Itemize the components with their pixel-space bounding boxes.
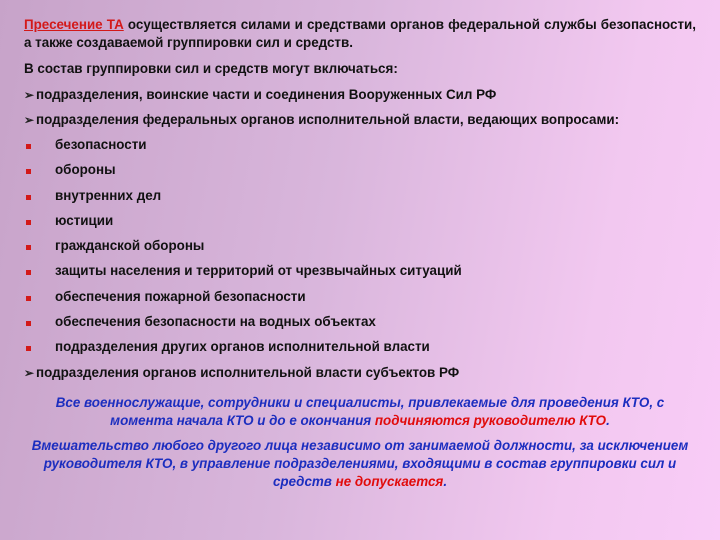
list-item — [24, 288, 696, 306]
square-bullet-icon — [26, 144, 31, 149]
list-item-text: защиты населения и территорий от чрезвычайных ситуаций — [55, 263, 462, 279]
list-item — [24, 161, 696, 179]
list-item — [24, 212, 696, 230]
notes — [24, 394, 696, 491]
list-item-text: обороны — [55, 162, 116, 178]
arrow-bullet-icon: ➢ — [24, 365, 35, 380]
square-bullet-icon — [26, 296, 31, 301]
arrow-bullet-icon: ➢ — [24, 113, 35, 127]
square-bullet-icon — [26, 346, 31, 351]
bullet-list — [24, 136, 696, 356]
arrow-item — [24, 86, 696, 104]
composition-heading: В состав группировки сил и средств могут включаться: — [24, 61, 398, 76]
arrow-item-text: подразделения органов исполнительной власти субъектов РФ — [36, 364, 460, 380]
arrow-item-text: подразделения, воинские части и соединения Вооруженных Сил РФ — [36, 87, 497, 102]
list-item — [24, 313, 696, 331]
square-bullet-icon — [26, 195, 31, 200]
list-item-text: гражданской обороны — [55, 238, 205, 254]
arrow-bullet-icon: ➢ — [24, 88, 35, 102]
list-item-text: юстиции — [55, 212, 114, 228]
square-bullet-icon — [26, 220, 31, 225]
list-item — [24, 338, 696, 356]
list-item-text: безопасности — [55, 137, 147, 152]
arrow-item-text: подразделения федеральных органов исполнительной власти, ведающих вопросами: — [36, 112, 620, 127]
intro-paragraph — [24, 16, 696, 52]
list-item-text: подразделения других органов исполнительной власти — [55, 339, 430, 355]
square-bullet-icon — [26, 245, 31, 250]
note-interference: Вмешательство любого другого лица независимо от занимаемой должности, за исключением руководителя КТО, в управление подразделениями, входящими в состав группировки сил и средств не допускается. — [31, 437, 689, 489]
list-item — [24, 237, 696, 255]
square-bullet-icon — [26, 270, 31, 275]
note-subordination: Все военнослужащие, сотрудники и специалисты, привлекаемые для проведения КТО, с момента начала КТО и до е окончания подчиняются руководителю КТО. — [55, 394, 665, 428]
intro-text: осуществляется силами и средствами органов федеральной службы безопасности, а также создаваемой группировки сил и средств. — [24, 17, 696, 50]
term-title: Пресечение ТА — [24, 17, 124, 32]
list-item-text: внутренних дел — [55, 187, 162, 203]
list-item-text: обеспечения пожарной безопасности — [55, 288, 306, 304]
note-emphasis: подчиняются руководителю КТО — [374, 412, 607, 428]
arrow-item — [24, 111, 696, 129]
square-bullet-icon — [26, 321, 31, 326]
list-item — [24, 262, 696, 280]
list-item-text: обеспечения безопасности на водных объектах — [55, 314, 376, 330]
list-item — [24, 187, 696, 205]
square-bullet-icon — [26, 169, 31, 174]
slide — [24, 16, 696, 498]
note-emphasis: не допускается — [335, 473, 444, 489]
list-item — [24, 136, 696, 154]
arrow-item — [24, 364, 696, 382]
